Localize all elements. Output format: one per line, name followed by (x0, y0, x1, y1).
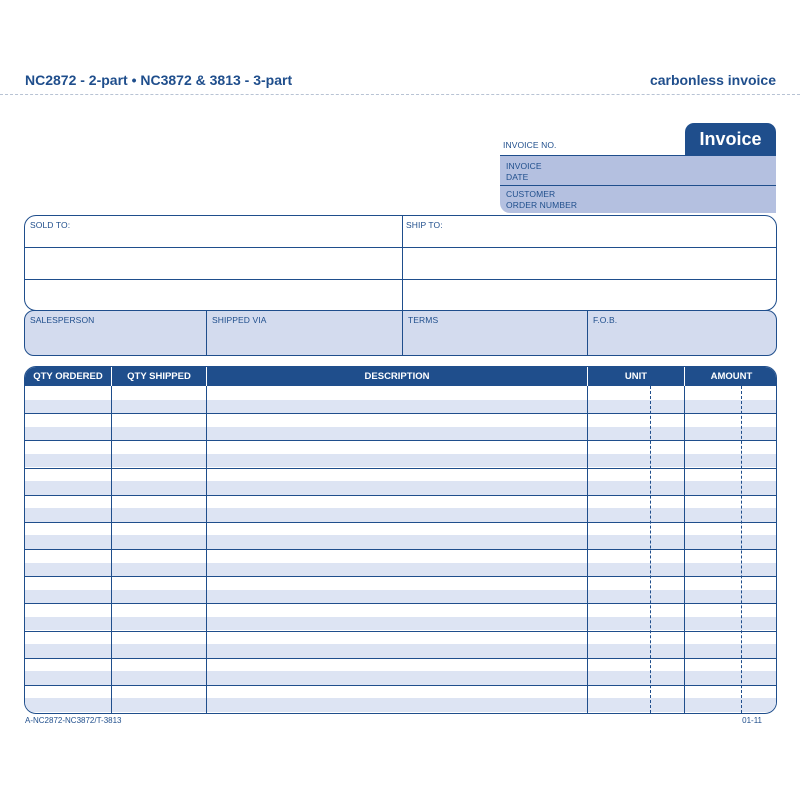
table-row[interactable] (25, 481, 776, 495)
row-divider (25, 603, 776, 604)
row-divider (25, 549, 776, 550)
col-description: DESCRIPTION (364, 371, 430, 382)
table-row[interactable] (25, 644, 776, 658)
invoice-date-label-1: INVOICE (506, 161, 542, 171)
row-divider (25, 631, 776, 632)
table-row[interactable] (25, 590, 776, 604)
table-row[interactable] (25, 617, 776, 631)
salesperson-label: SALESPERSON (30, 315, 95, 325)
shipped-via-label: SHIPPED VIA (212, 315, 267, 325)
table-row[interactable] (25, 698, 776, 712)
salesperson-field[interactable] (25, 311, 207, 355)
invoice-date-field[interactable] (500, 156, 776, 185)
terms-label: TERMS (408, 315, 439, 325)
perforation-line (0, 94, 800, 95)
shipped-via-field[interactable] (207, 311, 403, 355)
customer-label-2: ORDER NUMBER (506, 200, 578, 210)
unit-decimal-divider (650, 386, 651, 713)
divider (402, 216, 403, 310)
row-divider (25, 468, 776, 469)
col-unit: UNIT (624, 371, 648, 382)
customer-label-1: CUSTOMER (506, 189, 556, 199)
divider (111, 386, 112, 713)
row-divider (25, 576, 776, 577)
table-row[interactable] (25, 671, 776, 685)
invoice-title: Invoice (685, 123, 776, 156)
fob-label: F.O.B. (593, 315, 618, 325)
items-table (24, 366, 777, 714)
amount-decimal-divider (741, 386, 742, 713)
items-table-header (25, 367, 776, 386)
terms-field[interactable] (403, 311, 587, 355)
table-row[interactable] (25, 400, 776, 414)
row-divider (25, 495, 776, 496)
invoice-no-label: INVOICE NO. (503, 140, 557, 150)
revision-code: 01-11 (742, 716, 762, 725)
table-row[interactable] (25, 563, 776, 577)
table-row[interactable] (25, 535, 776, 549)
divider (25, 279, 776, 280)
table-row[interactable] (25, 454, 776, 468)
invoice-date-label-2: DATE (506, 172, 529, 182)
col-amount: AMOUNT (710, 371, 753, 382)
sold-to-label: SOLD TO: (30, 220, 71, 230)
divider (25, 247, 776, 248)
ship-to-label: SHIP TO: (406, 220, 443, 230)
row-divider (25, 685, 776, 686)
row-divider (25, 522, 776, 523)
row-divider (25, 440, 776, 441)
row-divider (25, 413, 776, 414)
col-qty-shipped: QTY SHIPPED (127, 371, 191, 382)
divider (206, 386, 207, 713)
fob-field[interactable] (588, 311, 777, 355)
address-section (24, 215, 777, 311)
divider (587, 386, 588, 713)
model-numbers: NC2872 - 2-part • NC3872 & 3813 - 3-part (25, 72, 293, 88)
product-type: carbonless invoice (649, 72, 776, 88)
order-details-section (24, 310, 777, 356)
table-row[interactable] (25, 427, 776, 441)
divider (684, 386, 685, 713)
table-row[interactable] (25, 508, 776, 522)
col-qty-ordered: QTY ORDERED (33, 371, 103, 382)
row-divider (25, 658, 776, 659)
customer-order-field[interactable] (500, 186, 776, 213)
form-code: A-NC2872-NC3872/T-3813 (25, 716, 122, 725)
